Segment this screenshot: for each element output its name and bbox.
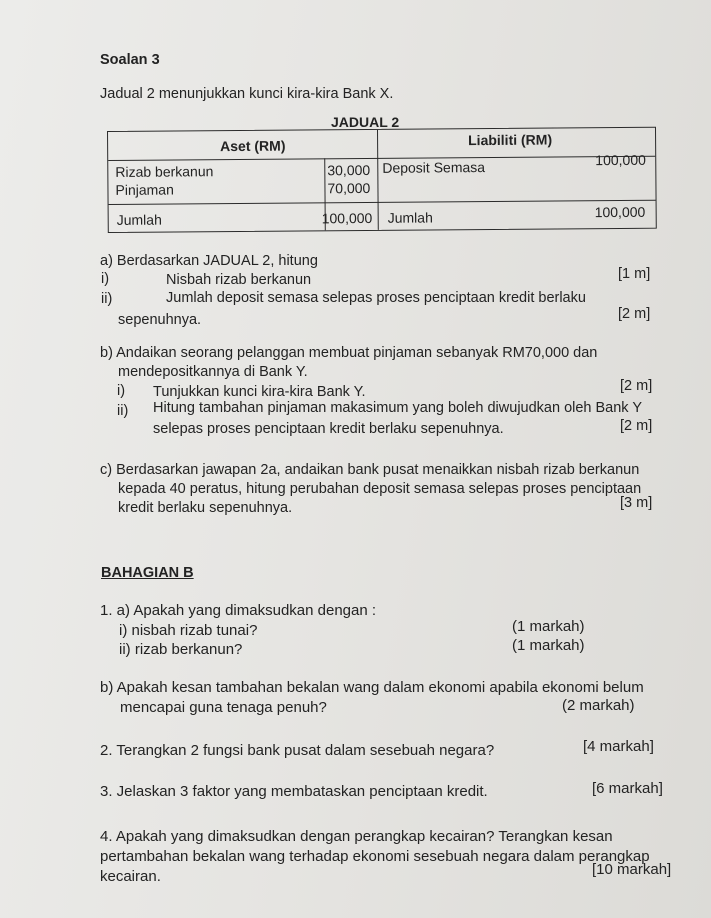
- q3-text: 3. Jelaskan 3 faktor yang membataskan penciptaan kredit.: [100, 783, 488, 800]
- intro-text: Jadual 2 menunjukkan kunci kira-kira Bank X.: [100, 86, 394, 102]
- part-c-line1: c) Berdasarkan jawapan 2a, andaikan bank pusat menaikkan nisbah rizab berkanun: [100, 462, 640, 478]
- part-a-ii-mark: [2 m]: [618, 306, 651, 322]
- liabilities-header: Liabiliti (RM): [468, 131, 553, 149]
- part-b-ii-text: Hitung tambahan pinjaman makasimum yang boleh diwujudkan oleh Bank Y: [153, 400, 642, 416]
- q2-mark: [4 markah]: [583, 738, 654, 755]
- q1-lead: 1. a) Apakah yang dimaksudkan dengan :: [100, 602, 377, 619]
- q1-i-mark: (1 markah): [512, 618, 585, 635]
- table-title: JADUAL 2: [331, 114, 400, 130]
- asset-label-1: Pinjaman: [115, 181, 174, 198]
- part-a-ii-num: ii): [101, 291, 113, 307]
- part-b-ii-text2: selepas proses penciptaan kredit berlaku sepenuhnya.: [153, 421, 504, 437]
- part-b-lead1: b) Andaikan seorang pelanggan membuat pinjaman sebanyak RM70,000 dan: [100, 345, 598, 361]
- asset-total-value: 100,000: [321, 209, 373, 227]
- q3-mark: [6 markah]: [592, 780, 663, 797]
- part-a-i-text: Nisbah rizab berkanun: [166, 272, 312, 288]
- liability-value-0: 100,000: [595, 151, 646, 169]
- q4-line2: pertambahan bekalan wang terhadap ekonomi sesebuah negara dalam perangkap: [100, 848, 650, 865]
- liability-total-label: Jumlah: [387, 209, 433, 226]
- part-a-i-mark: [1 m]: [618, 266, 651, 282]
- part-b-ii-num: ii): [117, 403, 129, 419]
- asset-value-0: 30,000: [327, 161, 371, 179]
- part-b-ii-mark: [2 m]: [620, 418, 653, 434]
- q1-ii-text: ii) rizab berkanun?: [119, 641, 243, 658]
- q4-line1: 4. Apakah yang dimaksudkan dengan perangkap kecairan? Terangkan kesan: [100, 828, 613, 845]
- part-c-line3: kredit berlaku sepenuhnya.: [118, 500, 293, 516]
- part-b-lead2: mendepositkannya di Bank Y.: [118, 364, 308, 380]
- liability-label-0: Deposit Semasa: [382, 159, 486, 176]
- liability-total-value: 100,000: [594, 203, 646, 221]
- question-title: Soalan 3: [100, 52, 160, 68]
- asset-value-1: 70,000: [327, 179, 371, 197]
- q2-text: 2. Terangkan 2 fungsi bank pusat dalam sesebuah negara?: [100, 742, 495, 759]
- part-b-i-text: Tunjukkan kunci kira-kira Bank Y.: [153, 384, 366, 400]
- q1-b-mark: (2 markah): [562, 697, 635, 714]
- part-c-mark: [3 m]: [620, 495, 653, 511]
- part-b-i-mark: [2 m]: [620, 378, 653, 394]
- q1-ii-mark: (1 markah): [512, 637, 585, 654]
- section-b-heading: BAHAGIAN B: [101, 565, 194, 581]
- asset-label-0: Rizab berkanun: [115, 163, 214, 180]
- q4-mark: [10 markah]: [592, 861, 672, 878]
- balance-sheet-table: [107, 127, 657, 233]
- q1-b-line1: b) Apakah kesan tambahan bekalan wang dalam ekonomi apabila ekonomi belum: [100, 679, 644, 696]
- q1-i-text: i) nisbah rizab tunai?: [119, 622, 258, 639]
- part-a-i-num: i): [101, 271, 110, 287]
- part-b-i-num: i): [117, 383, 126, 399]
- asset-total-label: Jumlah: [116, 211, 162, 228]
- q1-b-line2: mencapai guna tenaga penuh?: [120, 699, 327, 716]
- part-a-ii-text2: sepenuhnya.: [118, 312, 202, 328]
- part-c-line2: kepada 40 peratus, hitung perubahan deposit semasa selepas proses penciptaan: [118, 481, 642, 497]
- assets-header: Aset (RM): [220, 137, 286, 155]
- part-a-ii-text: Jumlah deposit semasa selepas proses penciptaan kredit berlaku: [166, 290, 586, 306]
- part-a-lead: a) Berdasarkan JADUAL 2, hitung: [100, 253, 318, 269]
- q4-line3: kecairan.: [100, 868, 161, 885]
